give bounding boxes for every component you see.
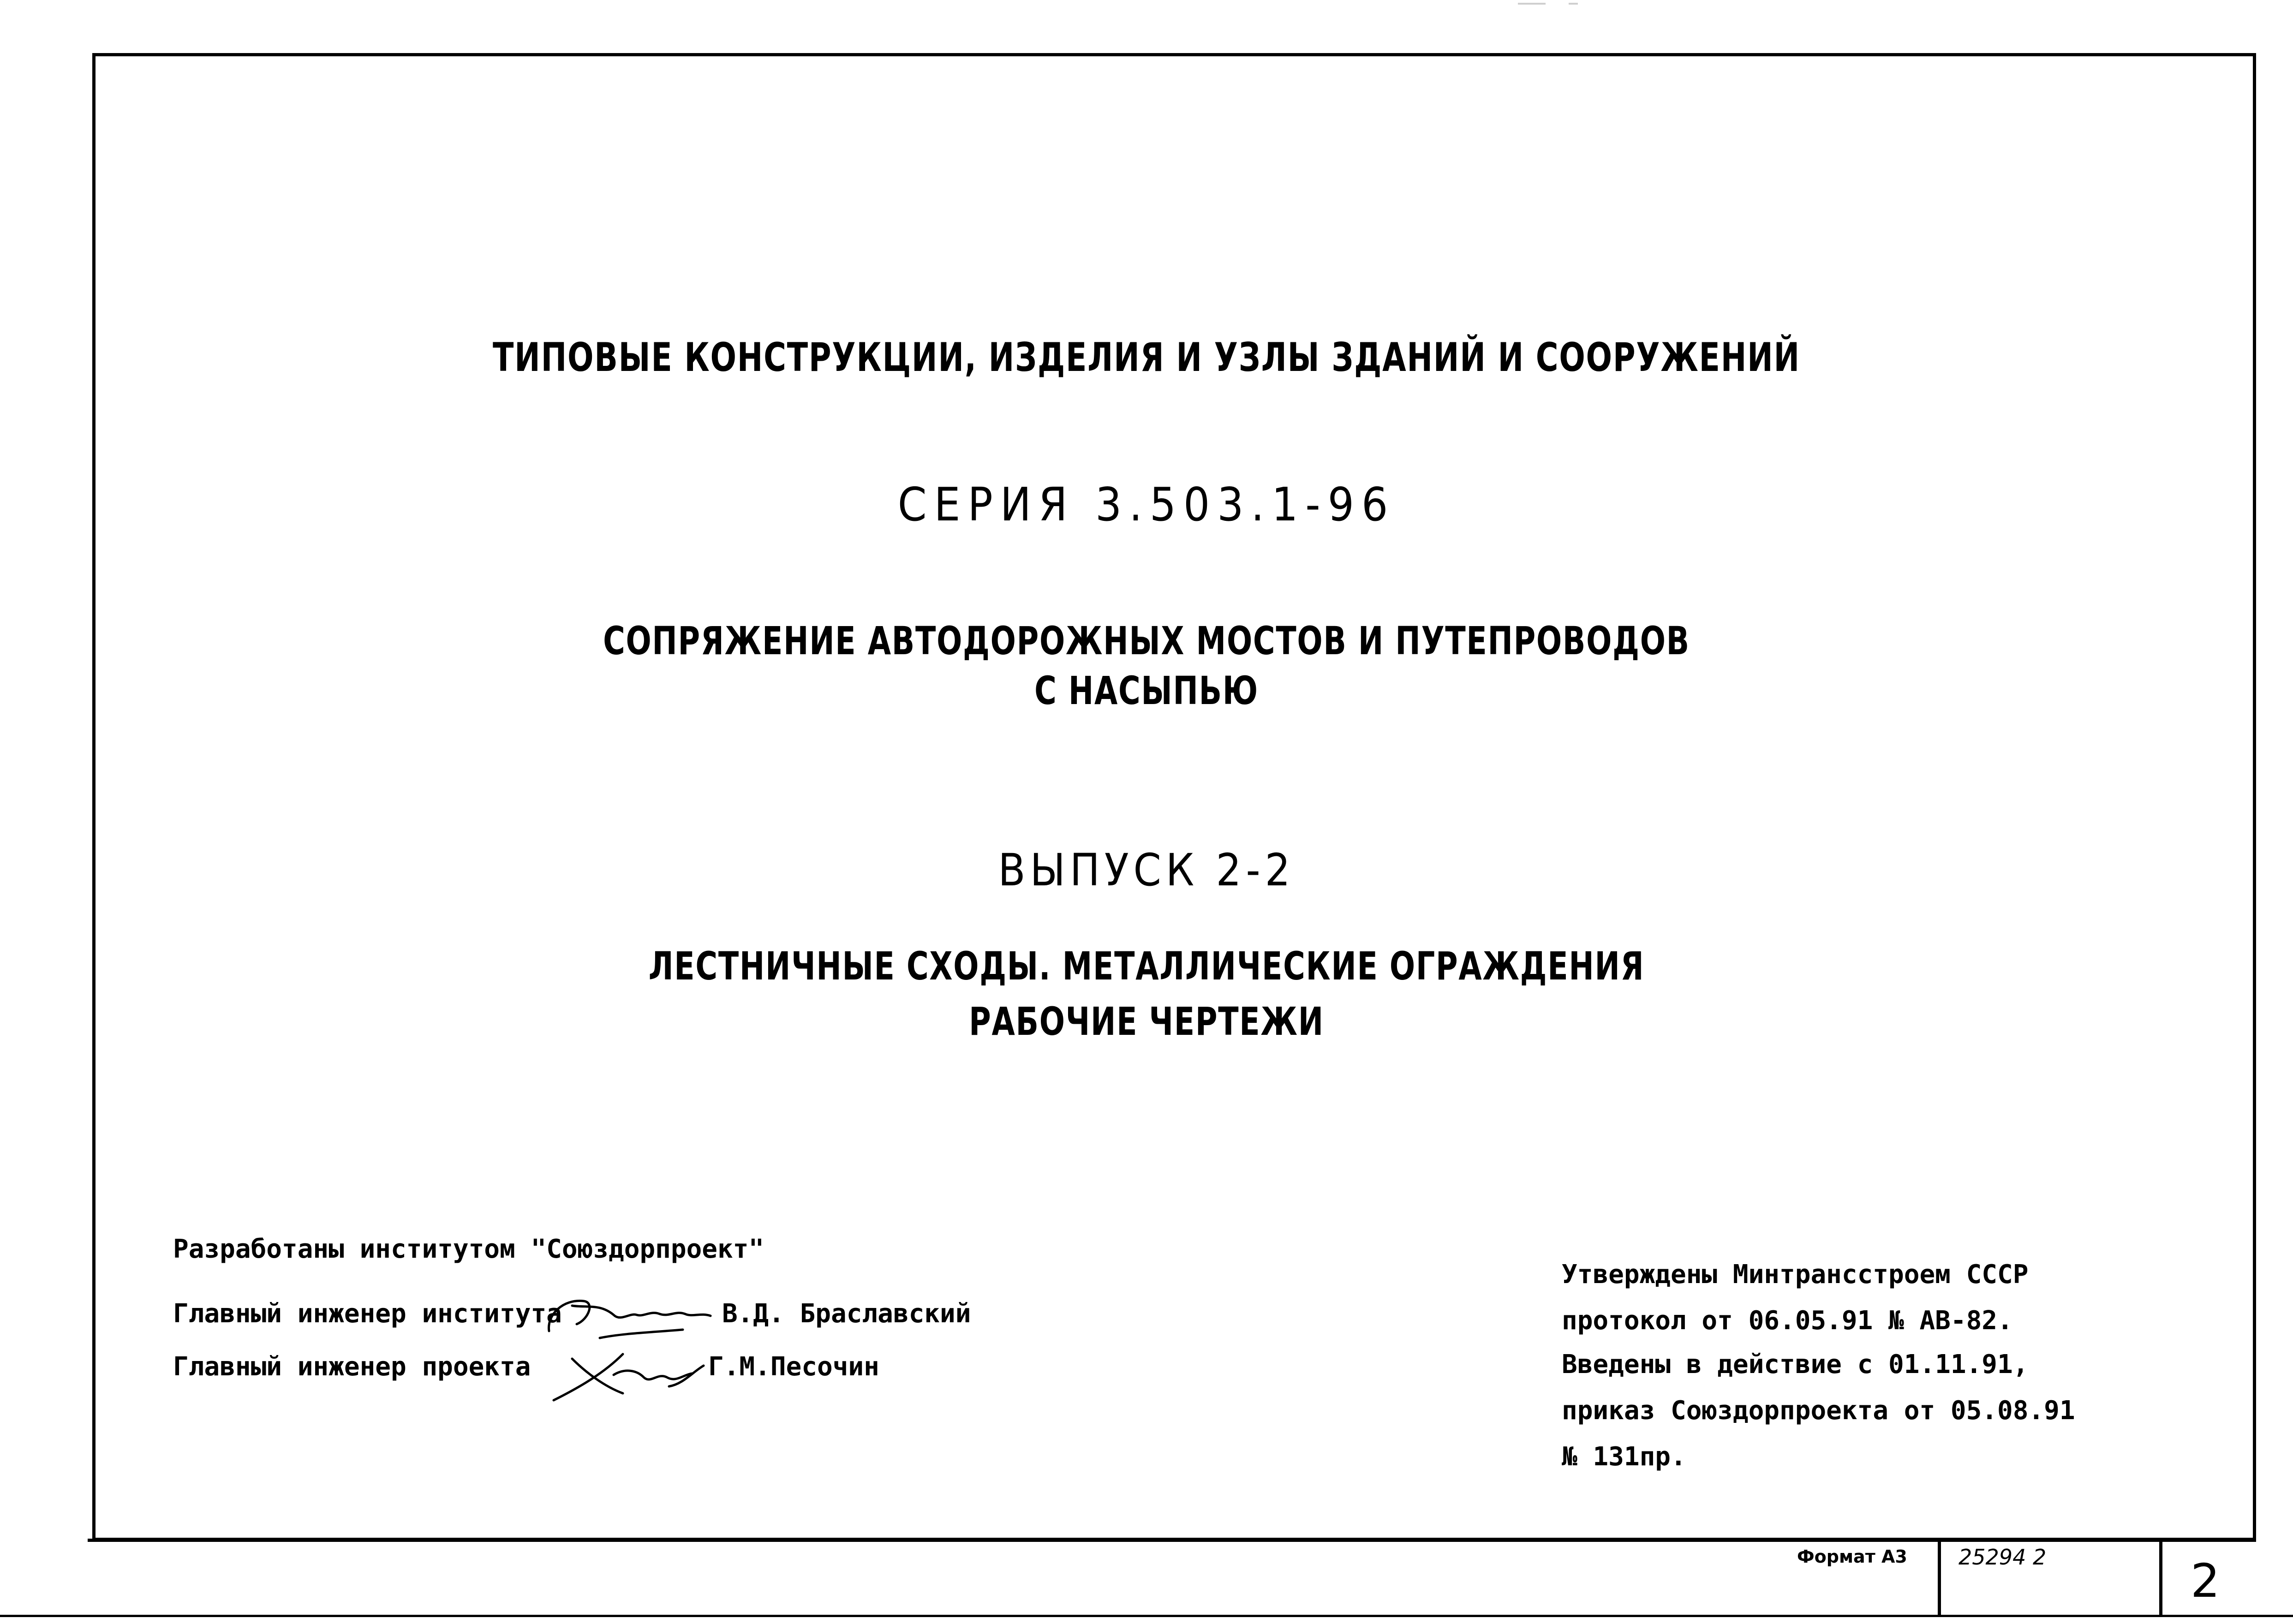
approval-line-1: Утверждены Минтрансстроем СССР — [1562, 1260, 2029, 1290]
sheet-format: Формат А3 — [1797, 1546, 1907, 1567]
series-number: СЕРИЯ 3.503.1-96 — [897, 478, 1396, 531]
chief-engineer-institute-label: Главный инженер института — [173, 1299, 562, 1329]
description-line-1: ЛЕСТНИЧНЫЕ СХОДЫ. МЕТАЛЛИЧЕСКИЕ ОГРАЖДЕНИЯ — [648, 943, 1645, 989]
chief-engineer-project-name: Г.М.Песочин — [708, 1352, 879, 1382]
subject-line-1: СОПРЯЖЕНИЕ АВТОДОРОЖНЫХ МОСТОВ И ПУТЕПРОВОДОВ — [603, 618, 1690, 663]
document-title: ТИПОВЫЕ КОНСТРУКЦИИ, ИЗДЕЛИЯ И УЗЛЫ ЗДАНИЙ И СООРУЖЕНИЙ — [493, 334, 1800, 381]
top-edge-mark — [1569, 3, 1578, 5]
chief-engineer-project-label: Главный инженер проекта — [173, 1352, 531, 1382]
approval-line-4: приказ Союздорпроекта от 05.08.91 — [1562, 1396, 2075, 1426]
top-edge-mark — [1518, 3, 1546, 5]
chief-engineer-institute-name: В.Д. Браславский — [722, 1299, 971, 1329]
issue-number: ВЫПУСК 2-2 — [998, 844, 1295, 896]
title-block-top-line — [88, 1539, 2256, 1542]
page-number: 2 — [2191, 1554, 2220, 1608]
signature-braslavsky — [544, 1287, 720, 1347]
inventory-number: 25294 2 — [1959, 1545, 2047, 1570]
description-line-2: РАБОЧИЕ ЧЕРТЕЖИ — [969, 999, 1324, 1044]
approval-line-2: протокол от 06.05.91 № АВ-82. — [1562, 1306, 2013, 1336]
signature-pesochin — [544, 1340, 720, 1405]
approval-line-5: № 131пр. — [1562, 1442, 1686, 1472]
approval-line-3: Введены в действие с 01.11.91, — [1562, 1349, 2029, 1379]
subject-line-2: С НАСЫПЬЮ — [1034, 668, 1259, 713]
developed-by: Разработаны институтом "Союздорпроект" — [173, 1234, 764, 1264]
